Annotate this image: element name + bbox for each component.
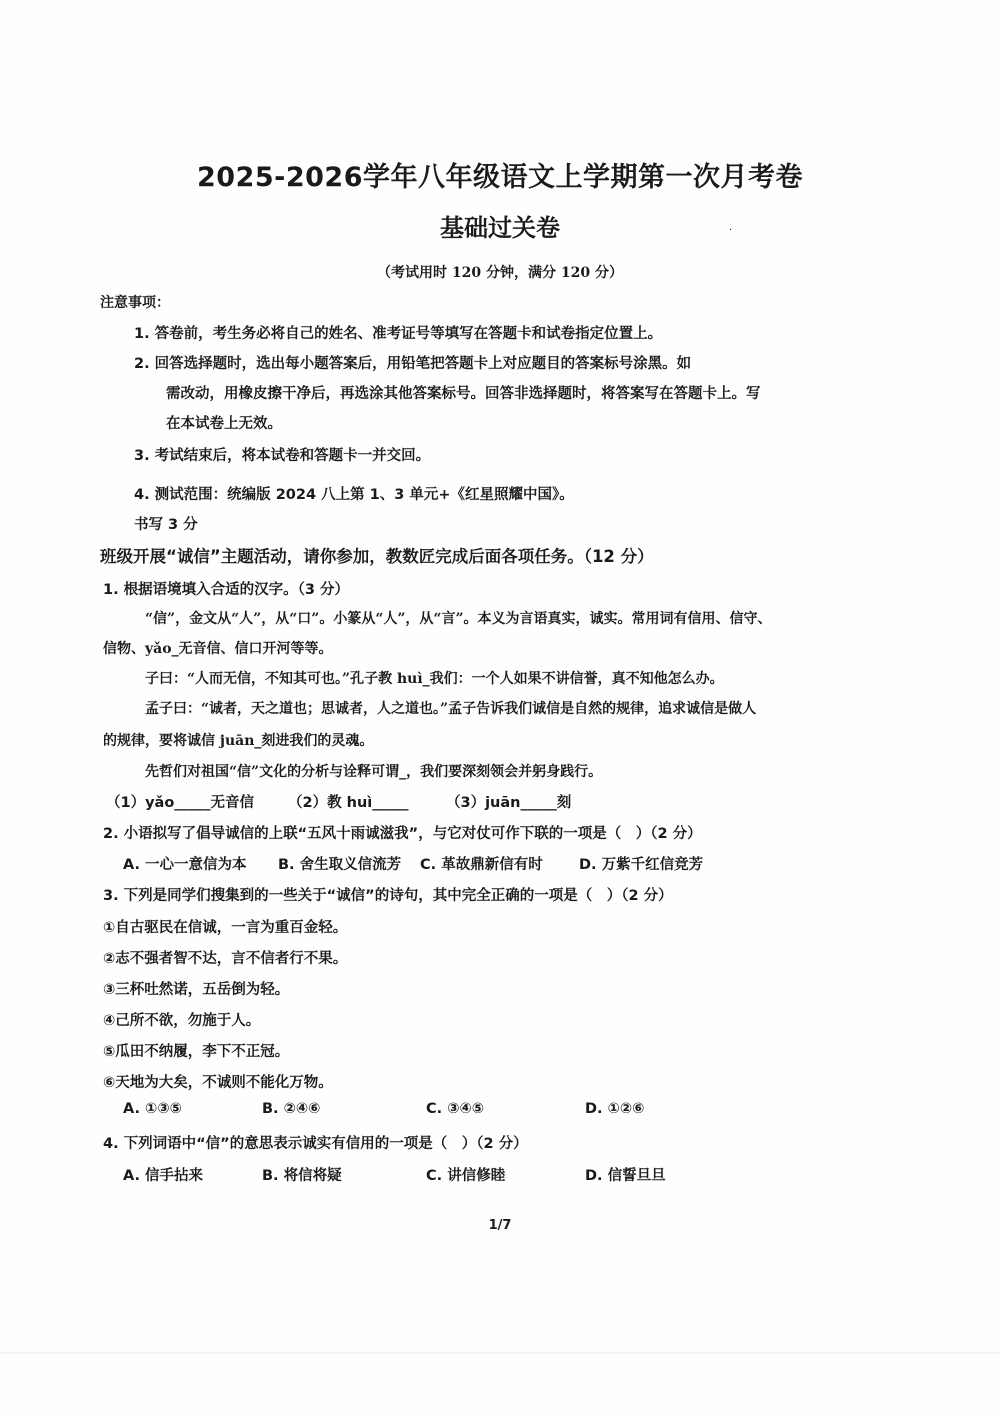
notice-heading: 注意事项：: [100, 295, 170, 311]
q3-option-a[interactable]: A. ①③⑤: [123, 1101, 182, 1117]
writing-score: 书写 3 分: [134, 517, 198, 533]
q3-option-b[interactable]: B. ②④⑥: [262, 1101, 321, 1117]
q1-passage-line: 孟子曰：“诚者，天之道也；思诚者，人之道也。”孟子告诉我们诚信是自然的规律，追求诚信是做人: [145, 701, 757, 717]
stray-mark: ·: [729, 225, 733, 236]
q3-line-4: ④己所不欲，勿施于人。: [103, 1013, 261, 1029]
q2-option-c[interactable]: C. 革故鼎新信有时: [420, 857, 543, 873]
section-heading: 班级开展“诚信”主题活动，请你参加，教数匠完成后面各项任务。（12 分）: [100, 547, 654, 566]
q1-blank-1[interactable]: （1）yǎo_____无音信: [106, 795, 255, 811]
q3-stem: 3. 下列是同学们搜集到的一些关于“诚信”的诗句，其中完全正确的一项是（ ）（2 分）: [103, 888, 673, 904]
q4-stem: 4. 下列词语中“信”的意思表示诚实有信用的一项是（ ）（2 分）: [103, 1136, 528, 1152]
page-number: 1/7: [488, 1218, 512, 1233]
q4-option-c[interactable]: C. 讲信修睦: [426, 1168, 506, 1184]
q4-option-a[interactable]: A. 信手拈来: [123, 1168, 204, 1184]
q4-option-d[interactable]: D. 信誓旦旦: [585, 1168, 666, 1184]
q1-passage-line: “信”，金文从“人”，从“口”。小篆从“人”，从“言”。本义为言语真实，诚实。常用词有信用、信守、: [145, 611, 772, 627]
scan-fold-line: [0, 1352, 1000, 1354]
notice-item-2-cont: 需改动，用橡皮擦干净后，再选涂其他答案标号。回答非选择题时，将答案写在答题卡上。写: [166, 386, 761, 402]
q1-blank-2[interactable]: （2）教 huì_____: [288, 795, 409, 811]
q3-option-d[interactable]: D. ①②⑥: [585, 1101, 645, 1117]
q1-passage-line: 信物、yǎo_无音信、信口开河等等。: [103, 641, 333, 657]
q3-line-6: ⑥天地为大矣，不诚则不能化万物。: [103, 1075, 333, 1091]
q2-option-b[interactable]: B. 舍生取义信流芳: [278, 857, 402, 873]
q1-passage-line: 子曰：“人而无信，不知其可也。”孔子教 huì_我们：一个人如果不讲信誉，真不知他怎么办。: [145, 671, 724, 687]
q1-blank-3[interactable]: （3）juān_____刻: [446, 795, 572, 811]
q2-option-a[interactable]: A. 一心一意信为本: [123, 857, 247, 873]
exam-subtitle: 基础过关卷: [440, 214, 560, 242]
q3-line-5: ⑤瓜田不纳履，李下不正冠。: [103, 1044, 290, 1060]
q2-option-d[interactable]: D. 万紫千红信竞芳: [579, 857, 704, 873]
q3-line-3: ③三杯吐然诺，五岳倒为轻。: [103, 982, 290, 998]
q2-stem: 2. 小语拟写了倡导诚信的上联“五风十雨诚滋我”，与它对仗可作下联的一项是（ ）（2 分）: [103, 826, 702, 842]
q4-option-b[interactable]: B. 将信将疑: [262, 1168, 342, 1184]
notice-item-1: 1. 答卷前，考生务必将自己的姓名、准考证号等填写在答题卡和试卷指定位置上。: [134, 326, 663, 342]
q1-passage-line: 的规律，要将诚信 juān_刻进我们的灵魂。: [103, 733, 374, 749]
notice-item-4: 4. 测试范围：统编版 2024 八上第 1、3 单元+《红星照耀中国》。: [134, 487, 574, 503]
notice-item-2-cont2: 在本试卷上无效。: [166, 416, 282, 432]
q3-line-2: ②志不强者智不达，言不信者行不果。: [103, 951, 348, 967]
notice-item-3: 3. 考试结束后，将本试卷和答题卡一并交回。: [134, 448, 431, 464]
q1-stem: 1. 根据语境填入合适的汉字。（3 分）: [103, 582, 350, 598]
exam-title: 2025-2026学年八年级语文上学期第一次月考卷: [197, 162, 803, 193]
exam-meta: （考试用时 120 分钟，满分 120 分）: [377, 265, 623, 281]
q1-passage-line: 先哲们对祖国“信”文化的分析与诠释可谓_，我们要深刻领会并躬身践行。: [145, 764, 603, 780]
q3-option-c[interactable]: C. ③④⑤: [426, 1101, 485, 1117]
notice-item-2: 2. 回答选择题时，选出每小题答案后，用铅笔把答题卡上对应题目的答案标号涂黑。如: [134, 356, 692, 372]
q3-line-1: ①自古驱民在信诚，一言为重百金轻。: [103, 920, 348, 936]
